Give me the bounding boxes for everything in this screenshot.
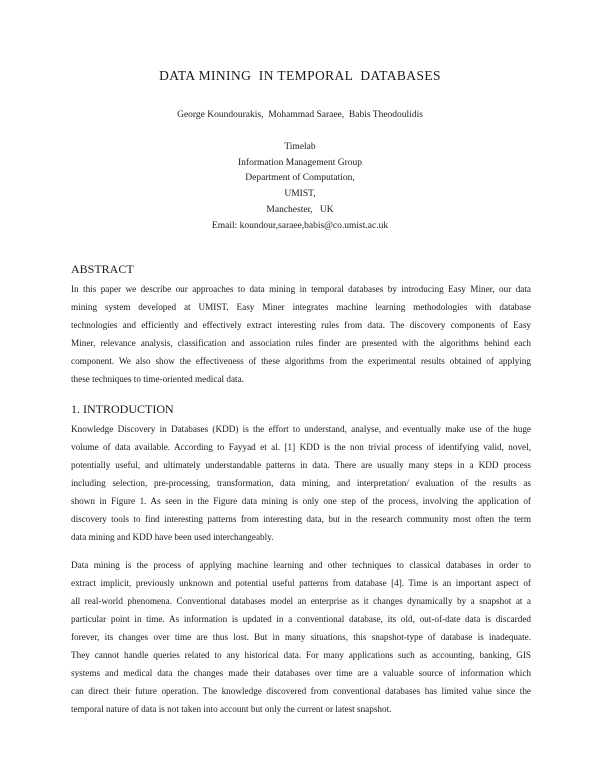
abstract-line: In this paper we describe our approaches to data mining in temporal databases by introducing Easy Miner, our data [71, 284, 531, 294]
paragraph-line: can direct their future operation. The knowledge discovered from conventional databases has limited value since the [71, 686, 531, 696]
paragraph-line: discovery tools to find interesting patterns from interesting data, but in the research community most often the term [71, 514, 531, 524]
paragraph-line: data mining and KDD have been used interchangeably. [71, 532, 274, 542]
paragraph-line: They cannot handle queries related to any historical data. For many applications such as accounting, banking, GIS [71, 650, 531, 660]
abstract-line: these techniques to time-oriented medical data. [71, 374, 244, 384]
paragraph-line: particular point in time. As information is updated in a conventional database, its old, out-of-date data is discarded [71, 614, 531, 624]
paragraph-line: volume of data available. According to Fayyad et al. [1] KDD is the non trivial process of identifying valid, novel, [71, 442, 531, 452]
affiliation-email: Email: koundour,saraee,babis@co.umist.ac.uk [211, 220, 389, 231]
paragraph-line: forever, its changes over time are thus lost. But in many situations, this snapshot-type of database is inadequate. [71, 632, 531, 642]
affiliation-group: Information Management Group [238, 157, 362, 168]
paragraph-line: including selection, pre-processing, transformation, data mining, and interpretation/ evaluation of the results as [71, 478, 531, 488]
paragraph-line: Knowledge Discovery in Databases (KDD) is the effort to understand, analyse, and eventually make use of the huge [71, 424, 531, 434]
affiliation-city: Manchester, UK [266, 204, 334, 215]
introduction-paragraph-2 [71, 556, 531, 718]
abstract-line: mining system developed at UMIST. Easy Miner integrates machine learning methodologies with database [71, 302, 531, 312]
affiliation-lab: Timelab [284, 142, 316, 152]
paragraph-line: Data mining is the process of applying machine learning and other techniques to classical databases in order to [71, 560, 531, 570]
paragraph-line: shown in Figure 1. As seen in the Figure data mining is only one step of the process, involving the application of [71, 496, 531, 506]
abstract-heading: ABSTRACT [71, 262, 134, 276]
affiliation-university: UMIST, [284, 189, 316, 200]
paragraph-line: temporal nature of data is not taken into account but only the current or latest snapshot. [71, 704, 392, 714]
affiliation-block [0, 140, 600, 234]
abstract-line: Miner, relevance analysis, classification and association rules finder are presented with the algorithms behind each [71, 338, 531, 348]
abstract-line: component. We also show the effectiveness of these algorithms from the experimental results obtained of applying [71, 356, 531, 366]
abstract-line: technologies and efficiently and effectively extract interesting rules from data. The discovery components of Easy [71, 320, 531, 330]
introduction-paragraph-1 [71, 420, 531, 546]
paragraph-line: systems and medical data the changes made their databases over time are a valuable source of information which [71, 668, 531, 678]
affiliation-department: Department of Computation, [245, 173, 355, 184]
paragraph-line: extract implicit, previously unknown and potential useful patterns from database [4]. Time is an important aspect of [71, 578, 531, 588]
paper-title: DATA MINING IN TEMPORAL DATABASES [159, 68, 441, 83]
author-list: George Koundourakis, Mohammad Saraee, Babis Theodoulidis [177, 110, 423, 120]
paragraph-line: all real-world phenomena. Conventional databases model an enterprise as it changes dynamically by a snapshot at a [71, 596, 531, 606]
introduction-heading: 1. INTRODUCTION [71, 402, 174, 416]
paragraph-line: potentially useful, and ultimately understandable patterns in data. There are usually many steps in a KDD process [71, 460, 531, 470]
abstract-body [71, 280, 531, 388]
